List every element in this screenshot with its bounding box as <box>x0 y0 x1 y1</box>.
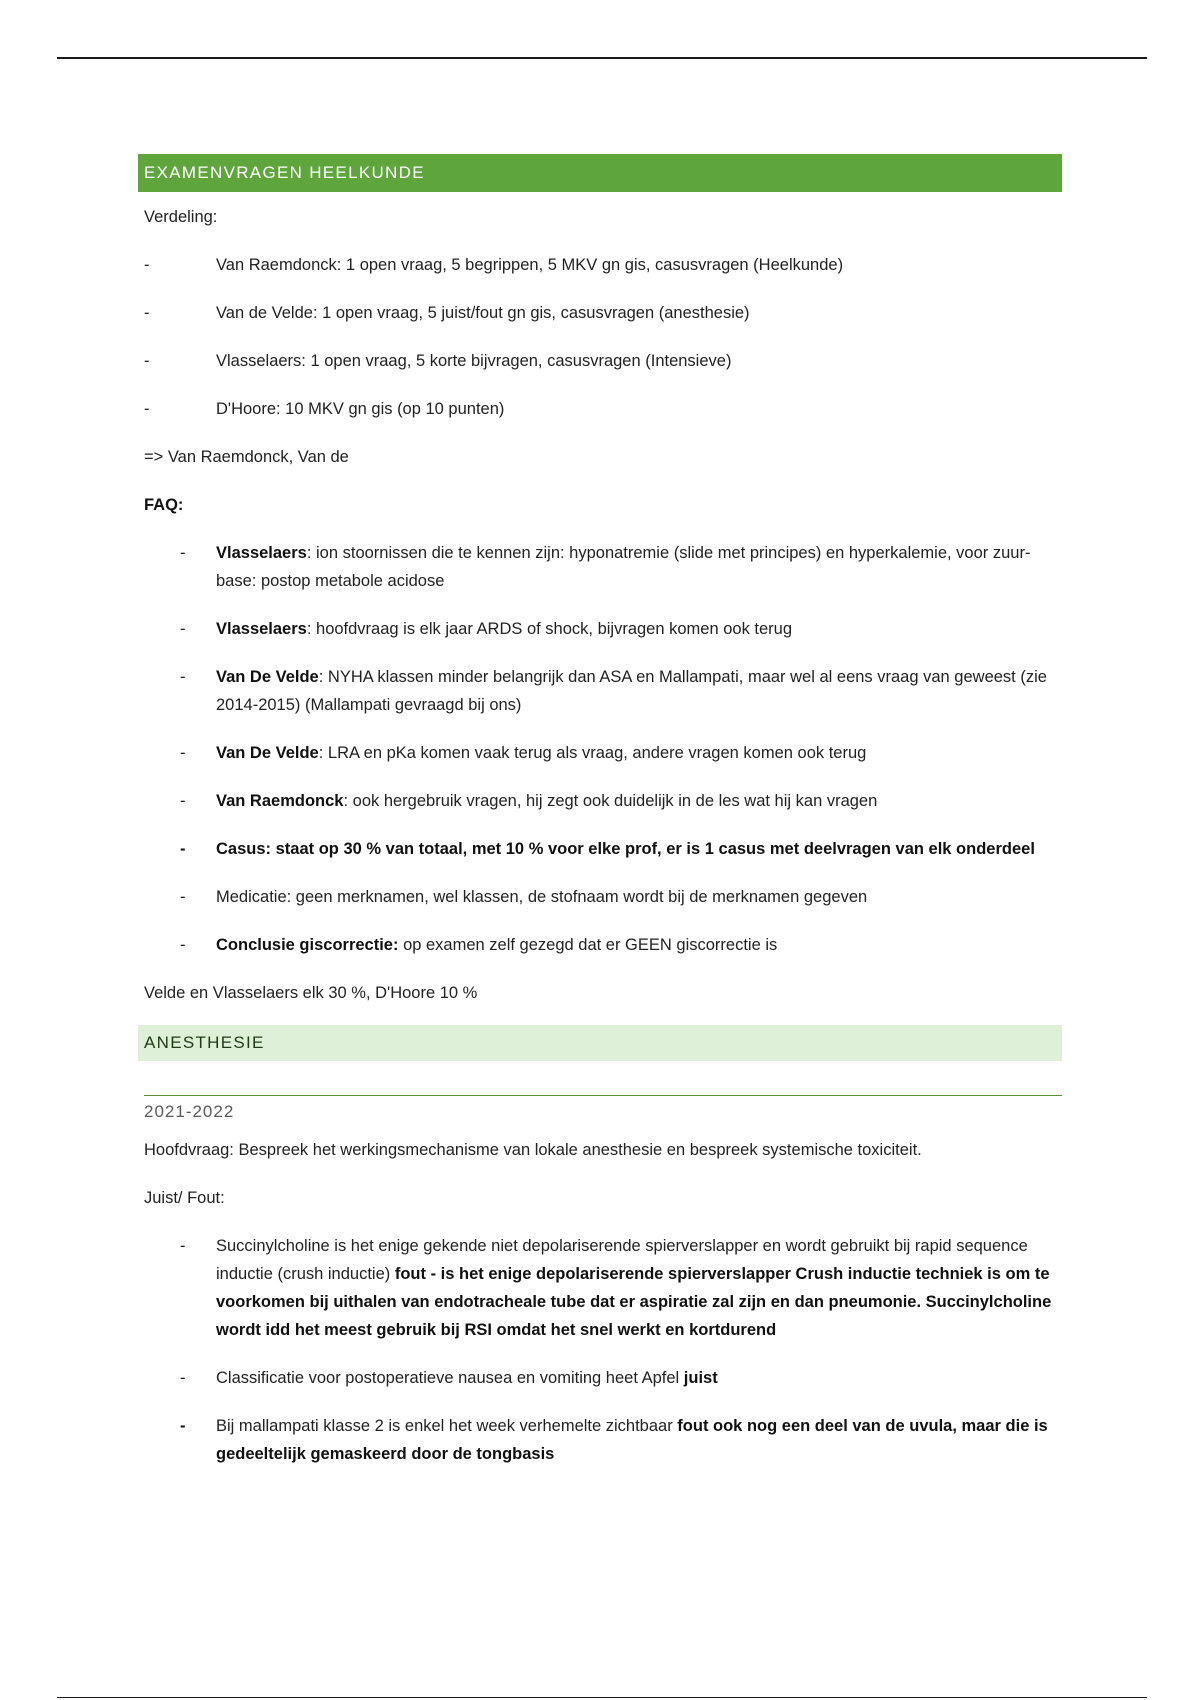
faq-item <box>138 615 1062 643</box>
faq-item <box>138 539 1062 595</box>
faq-item <box>138 739 1062 767</box>
hoofdvraag: Hoofdvraag: Bespreek het werkingsmechanisme van lokale anesthesie en bespreek systemische toxiciteit. <box>144 1141 922 1159</box>
velde-line: Velde en Vlasselaers elk 30 %, D'Hoore 10 % <box>144 984 478 1002</box>
heading-anesthesie: ANESTHESIE <box>138 1025 1062 1061</box>
document-page <box>138 154 1062 1468</box>
verdeling-text: Van Raemdonck: 1 open vraag, 5 begrippen, 5 MKV gn gis, casusvragen (Heelkunde) <box>216 256 844 274</box>
faq-text: : hoofdvraag is elk jaar ARDS of shock, bijvragen komen ook terug <box>306 620 793 638</box>
jf-item <box>138 1412 1062 1468</box>
verdeling-item <box>138 251 1062 279</box>
faq-bold: Van Raemdonck <box>216 792 344 810</box>
jf-item <box>138 1364 1062 1392</box>
dash-marker: - <box>144 304 150 322</box>
dash-marker: - <box>180 792 186 810</box>
faq-item <box>138 787 1062 815</box>
top-rule <box>57 57 1147 59</box>
faq-bold: Van De Velde <box>216 668 319 686</box>
faq-item <box>138 931 1062 959</box>
faq-item <box>138 883 1062 911</box>
faq-text: : LRA en pKa komen vaak terug als vraag, andere vragen komen ook terug <box>318 744 867 762</box>
dash-marker: - <box>180 840 186 858</box>
heading-examenvragen: EXAMENVRAGEN HEELKUNDE <box>138 154 1062 192</box>
faq-bold: Van De Velde <box>216 744 319 762</box>
jf-text: Classificatie voor postoperatieve nausea en vomiting heet Apfel <box>216 1369 684 1387</box>
jf-answer: fout - is het enige depolariserende spierverslapper Crush inductie techniek is om te voorkomen bij uithalen van endotracheale tube dat er aspiratie zal zijn en dan pneumonie. Succinylcholine wordt idd het meest gebruik bij RSI omdat het snel werkt en kortdurend <box>216 1265 1052 1339</box>
year-heading: 2021-2022 <box>144 1102 235 1121</box>
verdeling-item <box>138 395 1062 423</box>
juist-fout-label: Juist/ Fout: <box>144 1189 225 1207</box>
dash-marker: - <box>144 400 150 418</box>
jf-text: Bij mallampati klasse 2 is enkel het week verhemelte zichtbaar <box>216 1417 678 1435</box>
bottom-rule <box>57 1697 1147 1698</box>
dash-marker: - <box>180 888 186 906</box>
dash-marker: - <box>180 1237 186 1255</box>
faq-bold: Vlasselaers <box>216 620 307 638</box>
dash-marker: - <box>180 936 186 954</box>
verdeling-label: Verdeling: <box>144 208 218 226</box>
dash-marker: - <box>180 620 186 638</box>
verdeling-text: D'Hoore: 10 MKV gn gis (op 10 punten) <box>216 400 505 418</box>
dash-marker: - <box>180 544 186 562</box>
jf-answer: juist <box>683 1369 718 1387</box>
faq-text: : ion stoornissen die te kennen zijn: hyponatremie (slide met principes) en hyperkalemie, voor zuur-base: postop metabole acidose <box>216 544 1031 590</box>
jf-answer: fout ook nog een deel van de uvula, maar die is gedeeltelijk gemaskeerd door de tongbasis <box>216 1417 1048 1463</box>
jf-item <box>138 1232 1062 1344</box>
faq-text: Medicatie: geen merknamen, wel klassen, de stofnaam wordt bij de merknamen gegeven <box>216 888 868 906</box>
verdeling-text: Vlasselaers: 1 open vraag, 5 korte bijvragen, casusvragen (Intensieve) <box>216 352 732 370</box>
verdeling-text: Van de Velde: 1 open vraag, 5 juist/fout gn gis, casusvragen (anesthesie) <box>216 304 750 322</box>
dash-marker: - <box>180 1369 186 1387</box>
dash-marker: - <box>180 744 186 762</box>
jf-text: Succinylcholine is het enige gekende niet depolariserende spierverslapper en wordt gebruikt bij rapid sequence inductie (crush inductie) <box>216 1237 1028 1283</box>
year-rule <box>144 1095 1062 1096</box>
dash-marker: - <box>180 1417 186 1435</box>
faq-item <box>138 835 1062 863</box>
faq-bold: Conclusie giscorrectie: <box>216 936 399 954</box>
faq-label: FAQ: <box>144 496 184 514</box>
verdeling-item <box>138 347 1062 375</box>
verdeling-item <box>138 299 1062 327</box>
faq-item <box>138 663 1062 719</box>
faq-text: : NYHA klassen minder belangrijk dan ASA en Mallampati, maar wel al eens vraag van geweest (zie 2014-2015) (Mallampati gevraagd bij ons) <box>216 668 1047 714</box>
faq-text: op examen zelf gezegd dat er GEEN giscorrectie is <box>398 936 778 954</box>
dash-marker: - <box>144 352 150 370</box>
arrow-line: => Van Raemdonck, Van de <box>144 448 349 466</box>
dash-marker: - <box>180 668 186 686</box>
faq-bold: Vlasselaers <box>216 544 307 562</box>
faq-bold: Casus: staat op 30 % van totaal, met 10 % voor elke prof, er is 1 casus met deelvragen van elk onderdeel <box>216 840 1035 858</box>
dash-marker: - <box>144 256 150 274</box>
faq-text: : ook hergebruik vragen, hij zegt ook duidelijk in de les wat hij kan vragen <box>343 792 878 810</box>
